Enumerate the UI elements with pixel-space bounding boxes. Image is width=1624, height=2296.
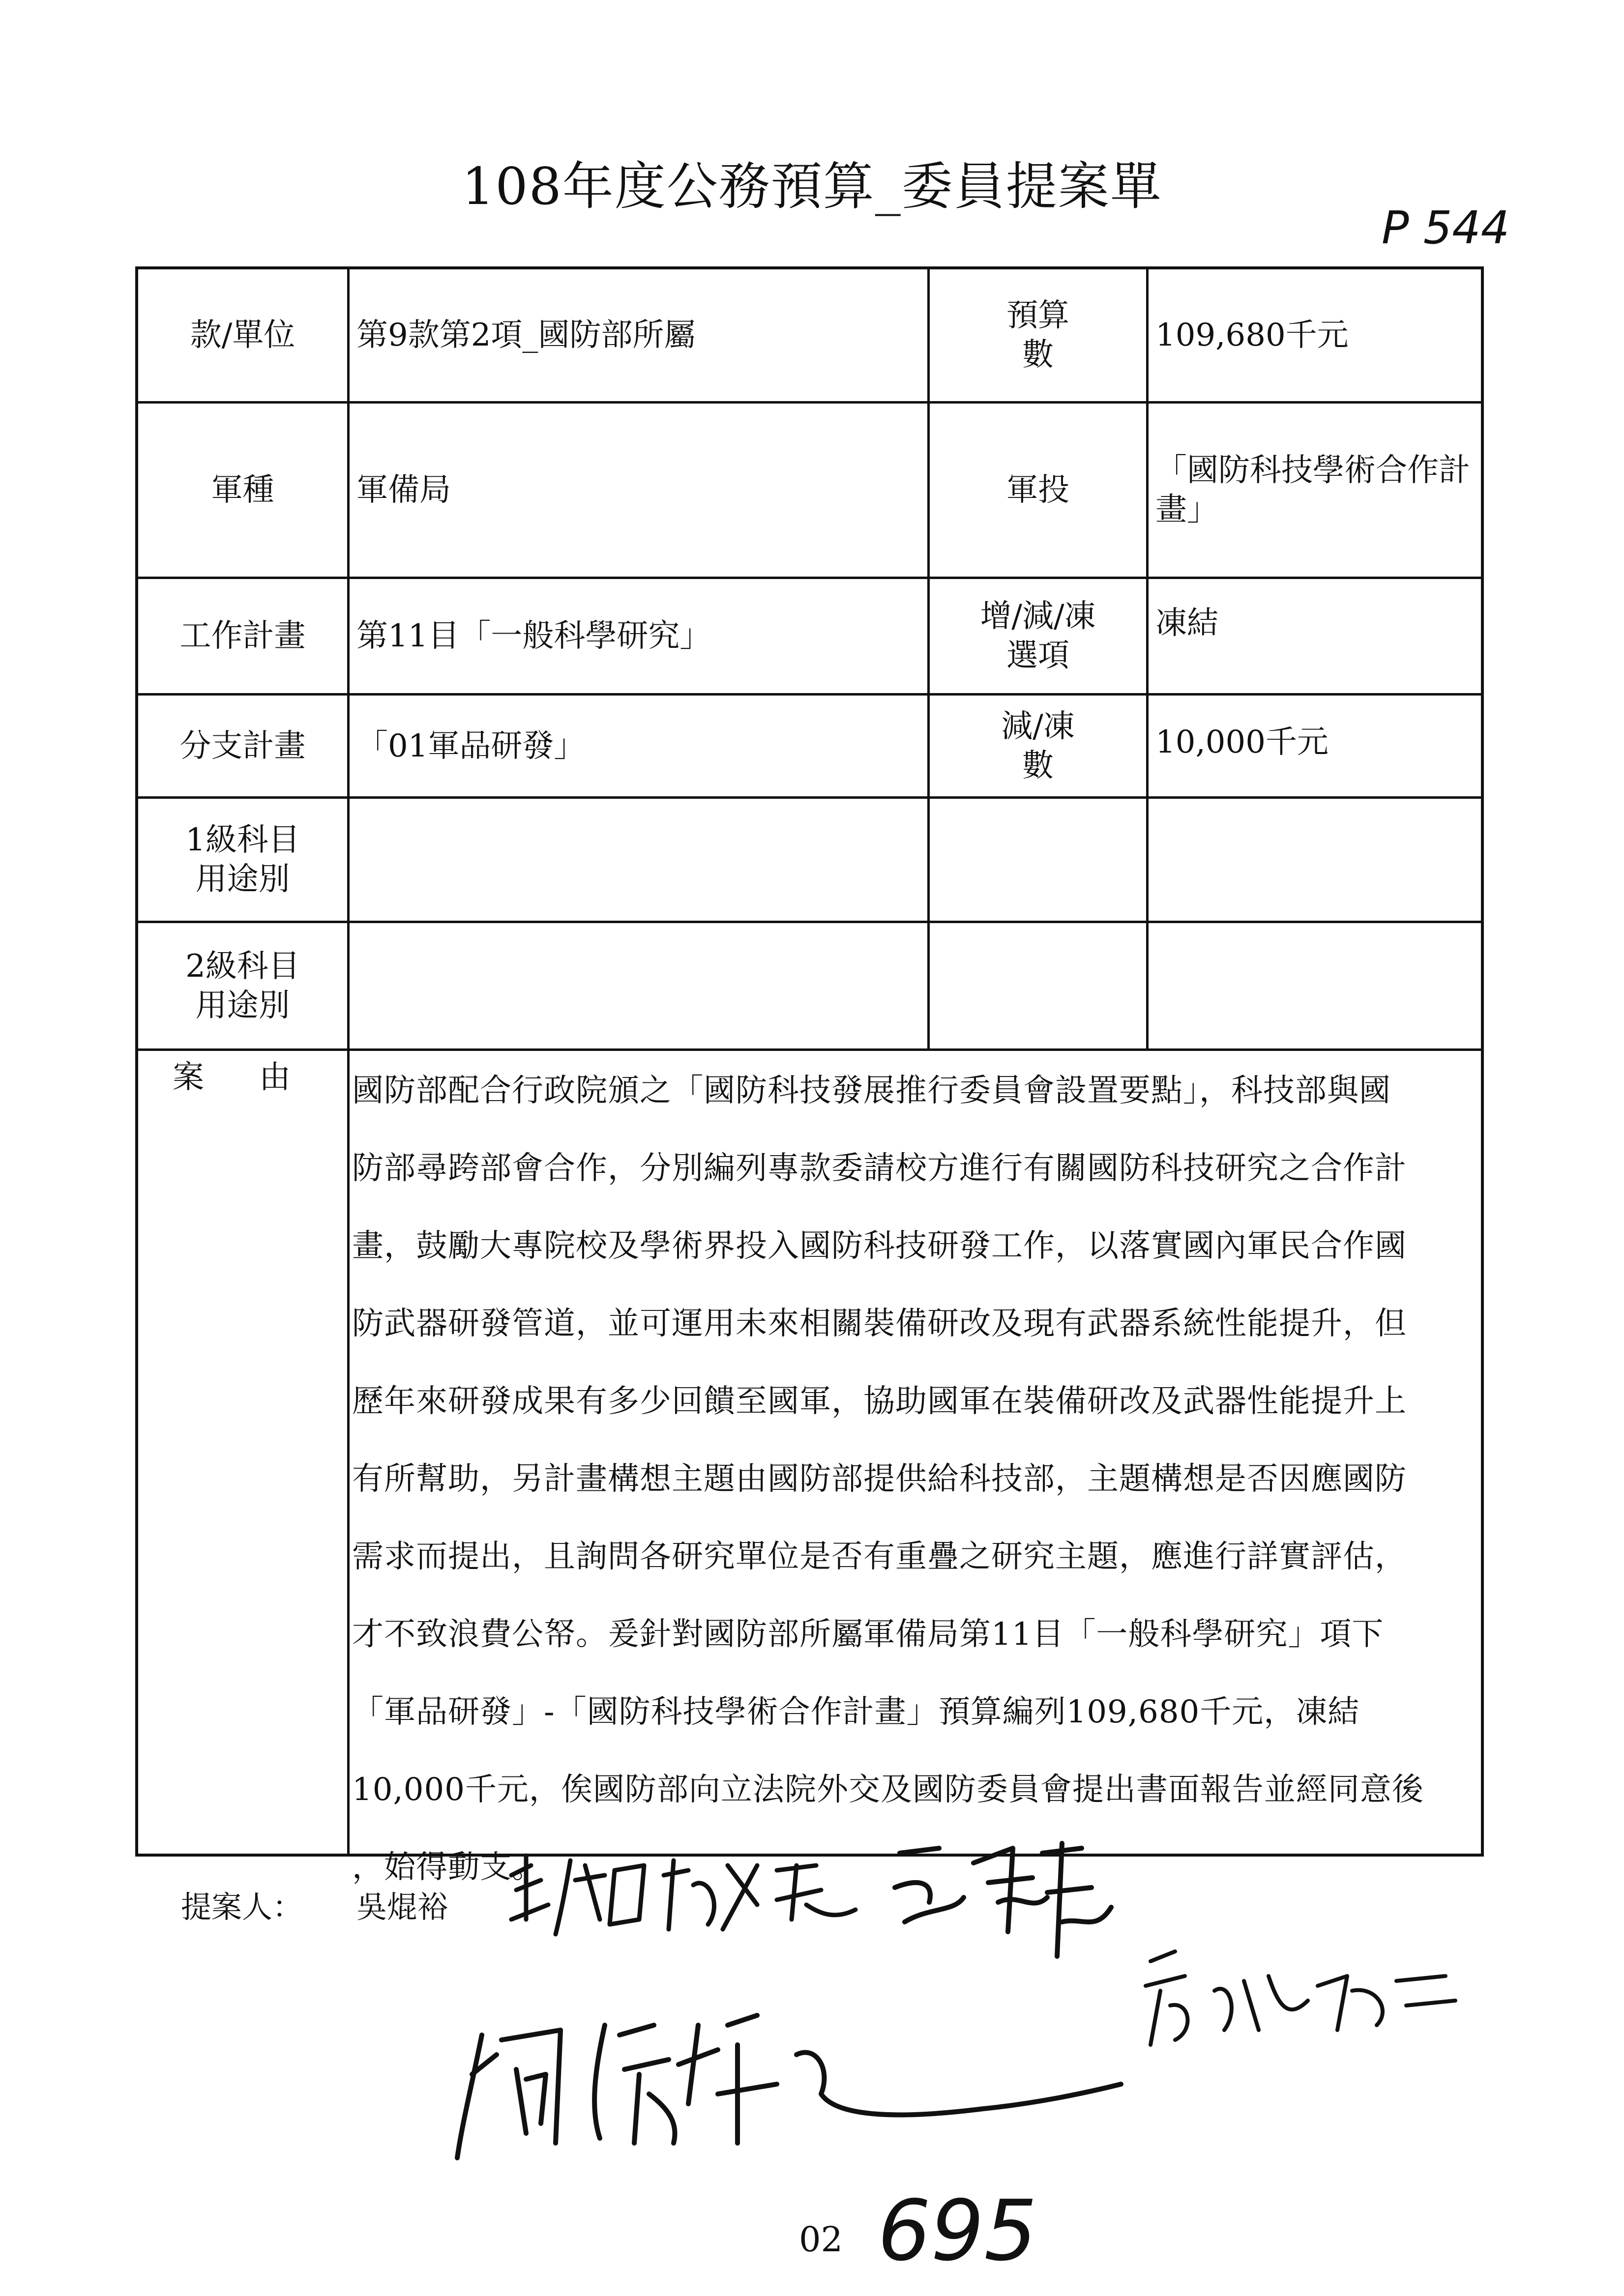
reason-label [138,1052,350,1097]
level2-label [138,923,347,1048]
amount-label-line1: 減/凍 [1001,708,1075,745]
reason-line: 國防部配合行政院頒之「國防科技發展推行委員會設置要點」，科技部與國 [352,1073,1391,1109]
service-value: 軍備局 [356,472,451,508]
military-invest-value-line1: 「國防科技學術合作計 [1155,452,1470,489]
level1-label-line2: 用途別 [195,861,290,898]
branch-value: 「01軍品研發」 [356,727,586,764]
amount-label-line2: 數 [1022,747,1054,784]
level2-label-line1: 2級科目 [185,948,300,985]
signature-3 [1131,1947,1465,2064]
budget-label-line2: 數 [1022,337,1054,373]
level2-label-line2: 用途別 [195,987,290,1024]
option-label-line1: 增/減/凍 [980,598,1096,635]
signature-4 [443,1996,1131,2202]
reason-line: 防部尋跨部會合作，分別編列專款委請校方進行有關國防科技研究之合作計 [352,1150,1407,1187]
work-plan-value: 第11目「一般科學研究」 [356,618,711,654]
section-label: 款/單位 [190,317,295,353]
service-label: 軍種 [211,472,274,508]
option-label [930,579,1146,693]
reason-line: 防武器研發管道，並可運用未來相關裝備研改及現有武器系統性能提升，但 [352,1306,1407,1342]
footer-code: 02 [799,2219,843,2260]
reason-line: 歷年來研發成果有多少回饋至國軍，協助國軍在裝備研改及武器性能提升上 [352,1383,1407,1420]
footer-handwritten-number: 695 [878,2182,1037,2280]
military-invest-label: 軍投 [1006,472,1069,508]
reason-line: 畫，鼓勵大專院校及學術界投入國防科技研發工作，以落實國內軍民合作國 [352,1228,1407,1264]
branch-label: 分支計畫 [179,727,306,764]
row-divider [138,1048,1481,1051]
proposal-form-table [135,266,1484,1886]
reason-line: 才不致浪費公帑。爰針對國防部所屬軍備局第11目「一般科學研究」項下 [352,1616,1384,1653]
section-value: 第9款第2項_國防部所屬 [356,317,696,353]
reason-line: 有所幫助，另計畫構想主題由國防部提供給科技部，主題構想是否因應國防 [352,1461,1407,1497]
reason-label-char2: 由 [259,1059,291,1096]
reason-line: 需求而提出，且詢問各研究單位是否有重疊之研究主題，應進行詳實評估， [352,1539,1407,1575]
proposer-name: 吳焜裕 [356,1889,448,1925]
proposer-label: 提案人： [181,1889,303,1925]
budget-label-line1: 預算 [1006,297,1069,334]
level1-label-line1: 1級科目 [185,822,300,858]
reason-line: 10,000千元，俟國防部向立法院外交及國防委員會提出書面報告並經同意後 [352,1772,1424,1808]
signature-2 [885,1833,1141,1981]
reason-line: ，始得動支。 [352,1849,544,1886]
military-invest-value-line2: 畫」 [1155,492,1218,528]
handwritten-page-ref: P 544 [1382,202,1510,254]
work-plan-label: 工作計畫 [179,618,306,654]
amount-value: 10,000千元 [1155,724,1329,760]
signature-1 [502,1846,875,1949]
reason-text [352,1052,1478,1906]
reason-line: 「軍品研發」-「國防科技學術合作計畫」預算編列109,680千元，凍結 [352,1694,1360,1730]
option-value: 凍結 [1155,605,1218,641]
amount-label [930,696,1146,796]
budget-value: 109,680千元 [1155,317,1349,353]
level1-label [138,799,347,921]
page-title: 108年度公務預算_委員提案單 [462,156,1162,216]
option-label-line2: 選項 [1006,638,1069,674]
reason-label-char1: 案 [173,1059,204,1096]
military-invest-value [1149,404,1483,577]
budget-label [930,269,1146,401]
